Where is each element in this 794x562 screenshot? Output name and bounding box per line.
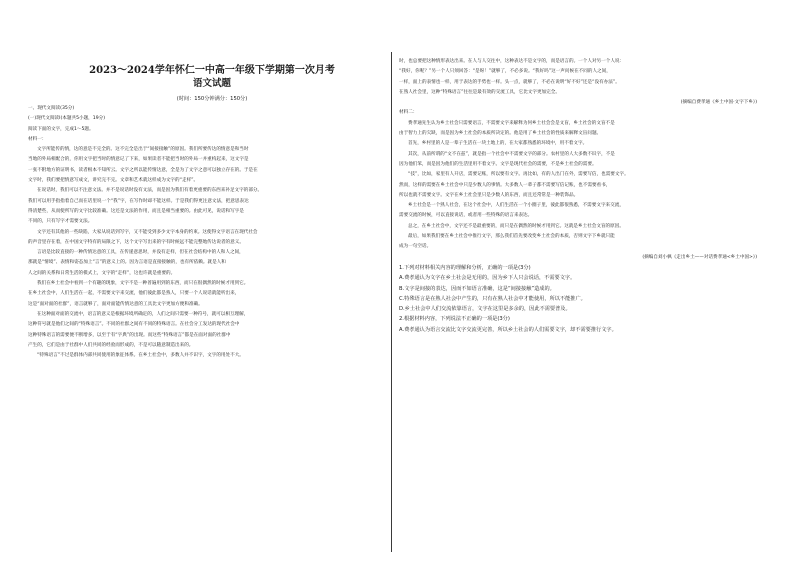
- material-one-body: [28, 145, 396, 361]
- text-line: 所以也就不需要文字。文字在乡土社会里只是少数人的东西，而且还常常是一种装饰品。: [399, 192, 579, 198]
- text-line: 最后，如果我们要在乡土社会中推行文字，那么我们首先要改变乡土社会的本质，否则文字下乡就只能: [408, 234, 615, 240]
- text-line: 我们可以用手指指着自己而在话里说一个“我”字，在写作时却不能这样。于是我们得更注意文法，把意思表达: [28, 198, 249, 204]
- text-line: 总之，在乡土社会中，文字还不是最重要的，而只是在偶然的时候才用到它。这就是乡土社会文盲的原因。: [408, 223, 624, 229]
- material-two-label: 材料二：: [399, 110, 418, 116]
- text-line: 然而，这样的需要在乡土社会中只是少数人的事情。大多数人一辈子都不需要写信记账，也不需要看书，: [399, 182, 611, 188]
- section-heading: 一、现代文阅读(35分): [28, 106, 75, 111]
- exam-title: 2023～2024学年怀仁一中高一年级下学期第一次月考: [89, 65, 335, 76]
- text-line: 由于智力上的欠缺，而是因为乡土社会的本质所决定的。他是用了乡土社会的性质来解释文盲问题。: [399, 131, 602, 137]
- text-line: 人之间的关系和日常生活的模式上，文字的“走样”，这也许就是重要的。: [28, 270, 176, 276]
- text-line: 乡土社会是一个熟人社会，在这个社会中，人们生活在一个小圈子里，彼此都很熟悉，不需要文字来交流，: [408, 203, 624, 209]
- text-line: 不同的，只有写字才需要文法。: [28, 219, 93, 225]
- text-line: 的声音里存在着，在中国文字特有的局限之下，这个文字写出来的字有时候远不能完整地传达说者的意义。: [28, 239, 244, 245]
- option-a: A.费孝通认为语言交流比文字交流更完善，所以乡土社会的人们需要文字，却不需要推行文字。: [399, 326, 617, 333]
- subsection-heading: (一)现代文阅读Ⅰ(本题共5小题，19分): [28, 116, 106, 122]
- text-line: 时，也总要把这种情形表达出来。在人与人交往中，这种表达不是文字的，而是语言的。一个人对另一个人说：: [399, 59, 625, 64]
- text-line: “特殊语言”不过是群体内部共同使用的象征体系。在乡土社会中，多数人并不识字，文字的用处不大。: [37, 353, 244, 359]
- text-line: 言语是比较直接的一种传情达意的工具，在传递意思时，并没有走样，但在社会结构中的人和人之间，: [37, 250, 244, 256]
- text-line: 当地的外局相配合的，你用文字把当时的情意记了下来，如果读者不能把当时的外局一并重构起来，这文字是: [28, 157, 249, 163]
- left-column: [28, 52, 396, 361]
- source-citation: (摘编自费孝通《乡土中国·文字下乡》): [680, 100, 757, 106]
- text-line: “技”，比如，家里有人开店，需要记账，所以要有文字。再比如，有的人出门在外，需要写信，也需要文字。: [408, 172, 629, 178]
- text-line: 文字所能传的情，达的意是不完全的。这不完全是出于“间接接触”的原因。我们所要传达的情意是和当时: [37, 147, 249, 153]
- question-1: 1.下列对材料相关内容的理解和分析，正确的一项是(3分): [399, 264, 531, 271]
- text-line: 文字还有其他的一些缺陷，大家从说话到写字，又不能受到多少文字本身的约束。这使得文字语言在现代社会: [37, 229, 258, 235]
- text-line: 首先，乡村里的人是一辈子生活在一块土地上的，在大家都熟悉的环境中，用不着文字。: [408, 141, 588, 147]
- option-b: B.文字是间接的表达，因而不如语言准确，这是“间接接触”造成的。: [399, 285, 555, 292]
- material-one-label: 材料一：: [28, 136, 47, 142]
- option-c: C.特殊语言是在熟人社会中产生的，只有在熟人社会中才能使用，所以不能推广。: [399, 295, 586, 302]
- right-column: [399, 57, 757, 335]
- text-line: 需要交流的时候，可以直接说话，或者用一些特殊的语言来表达。: [399, 213, 533, 219]
- text-line: 文字时，我们要把情意写成文，讲究完不完。文章和艺术就这样成为文字的“走样”。: [28, 178, 199, 184]
- text-line: 其次，从前所谓的“文不在兹”，就是指一个社会中不需要文字的部分。农村里的人大多数不识字，不是: [408, 151, 615, 157]
- text-line: 产生的，它们是由于社群中人们共同的经验而形成的，不是可以随意制造出来的。: [28, 342, 194, 348]
- text-line: 在乡土社会中，人们生活在一起，不需要文字来交流，他们彼此都是熟人，只要一个人说话就能听出来，: [28, 291, 240, 297]
- text-line: “我好，你呢？”另一个人只须回答：“是呀！”就够了，不必多说。“我好吗”这一声问候在不同的人之间，: [399, 69, 611, 75]
- option-d: D.乡土社会中人们交流依靠语言，文字在这里是多余的，因此不需要普及。: [399, 306, 571, 313]
- text-line: 那就是“情境”、表情和姿态加上“言”的意义上的。因为言语是直接接触的，也有所依赖。就是人和: [28, 260, 226, 266]
- text-line: 这是“面对面的社群”，语言就够了，面对面能传情达意的工具比文字更加方便和准确。: [28, 301, 203, 307]
- source-citation: (摘编自刘小枫《走出乡土——对话费孝通<乡土中国>》): [642, 254, 757, 260]
- instructions: 阅读下面的文字，完成1～5题。: [28, 126, 94, 132]
- text-line: 因为他们笨，而是因为他们的生活里用不着文字。文字是现代社会的需要，不是乡土社会的需要。: [399, 161, 597, 167]
- text-line: 一张不附地方的证明书，读者根本不知所云。文字之所以能传情达意，全是为了文字之意可以独立存在的。于是在: [28, 167, 258, 173]
- question-2: 2.根据材料内容，下列说法不正确的一项是(3分): [399, 316, 510, 323]
- text-line: 费孝通先生认为乡土社会只需要语言，不需要文字来解释为何乡土社会会是文盲，乡土社会的文盲不是: [408, 120, 615, 126]
- text-line: 这种符号就是他们之间的“特殊语言”。不同的社群之间有不同的特殊语言。在社会分工发达的现代社会中: [28, 322, 240, 328]
- text-line: 在这种面对面的交流中，语言的意义是根据环境所确定的，人们之间只需要一种符号，就可以相互理解，: [37, 311, 249, 317]
- text-line: 这种特殊语言的需要便不断增多，以至于有“字典”的出现。而这些“特殊语言”都是在面对面的社群中: [28, 332, 231, 338]
- text-line: 在熟人社会里，这种“特殊语言”往往是最有效的交流工具，它比文字更加完全。: [399, 89, 560, 95]
- text-line: 成为一句空话。: [399, 244, 432, 250]
- exam-subtitle: 语文试题: [192, 78, 231, 89]
- option-a: A.费孝通认为文字在乡土社会是无用的，因为乡下人只会说话，不需要文字。: [399, 275, 576, 282]
- text-line: 一样，面上的表情也一样，用于表达的手势也一样。头一点，就够了，不必在说明“好不好”还是“没有办法”。: [399, 79, 620, 85]
- exam-meta: (时间：150分钟满分：150分): [176, 96, 248, 102]
- text-line: 得清楚些，从而使所写的文字比较准确。这还是文法的作用，而且是相当重要的。由此可见，说话和写字是: [28, 208, 244, 214]
- text-line: 我们在乡土社会中看到一个有趣的现象，文字不是一种普遍用到的东西，而只在很偶然的时候才用到它。: [37, 281, 249, 287]
- text-line: 在说话时，我们可以不注意文法。并不是说话时没有文法，而是因为我们有着更重要的东西来补足文字的部分。: [37, 188, 263, 194]
